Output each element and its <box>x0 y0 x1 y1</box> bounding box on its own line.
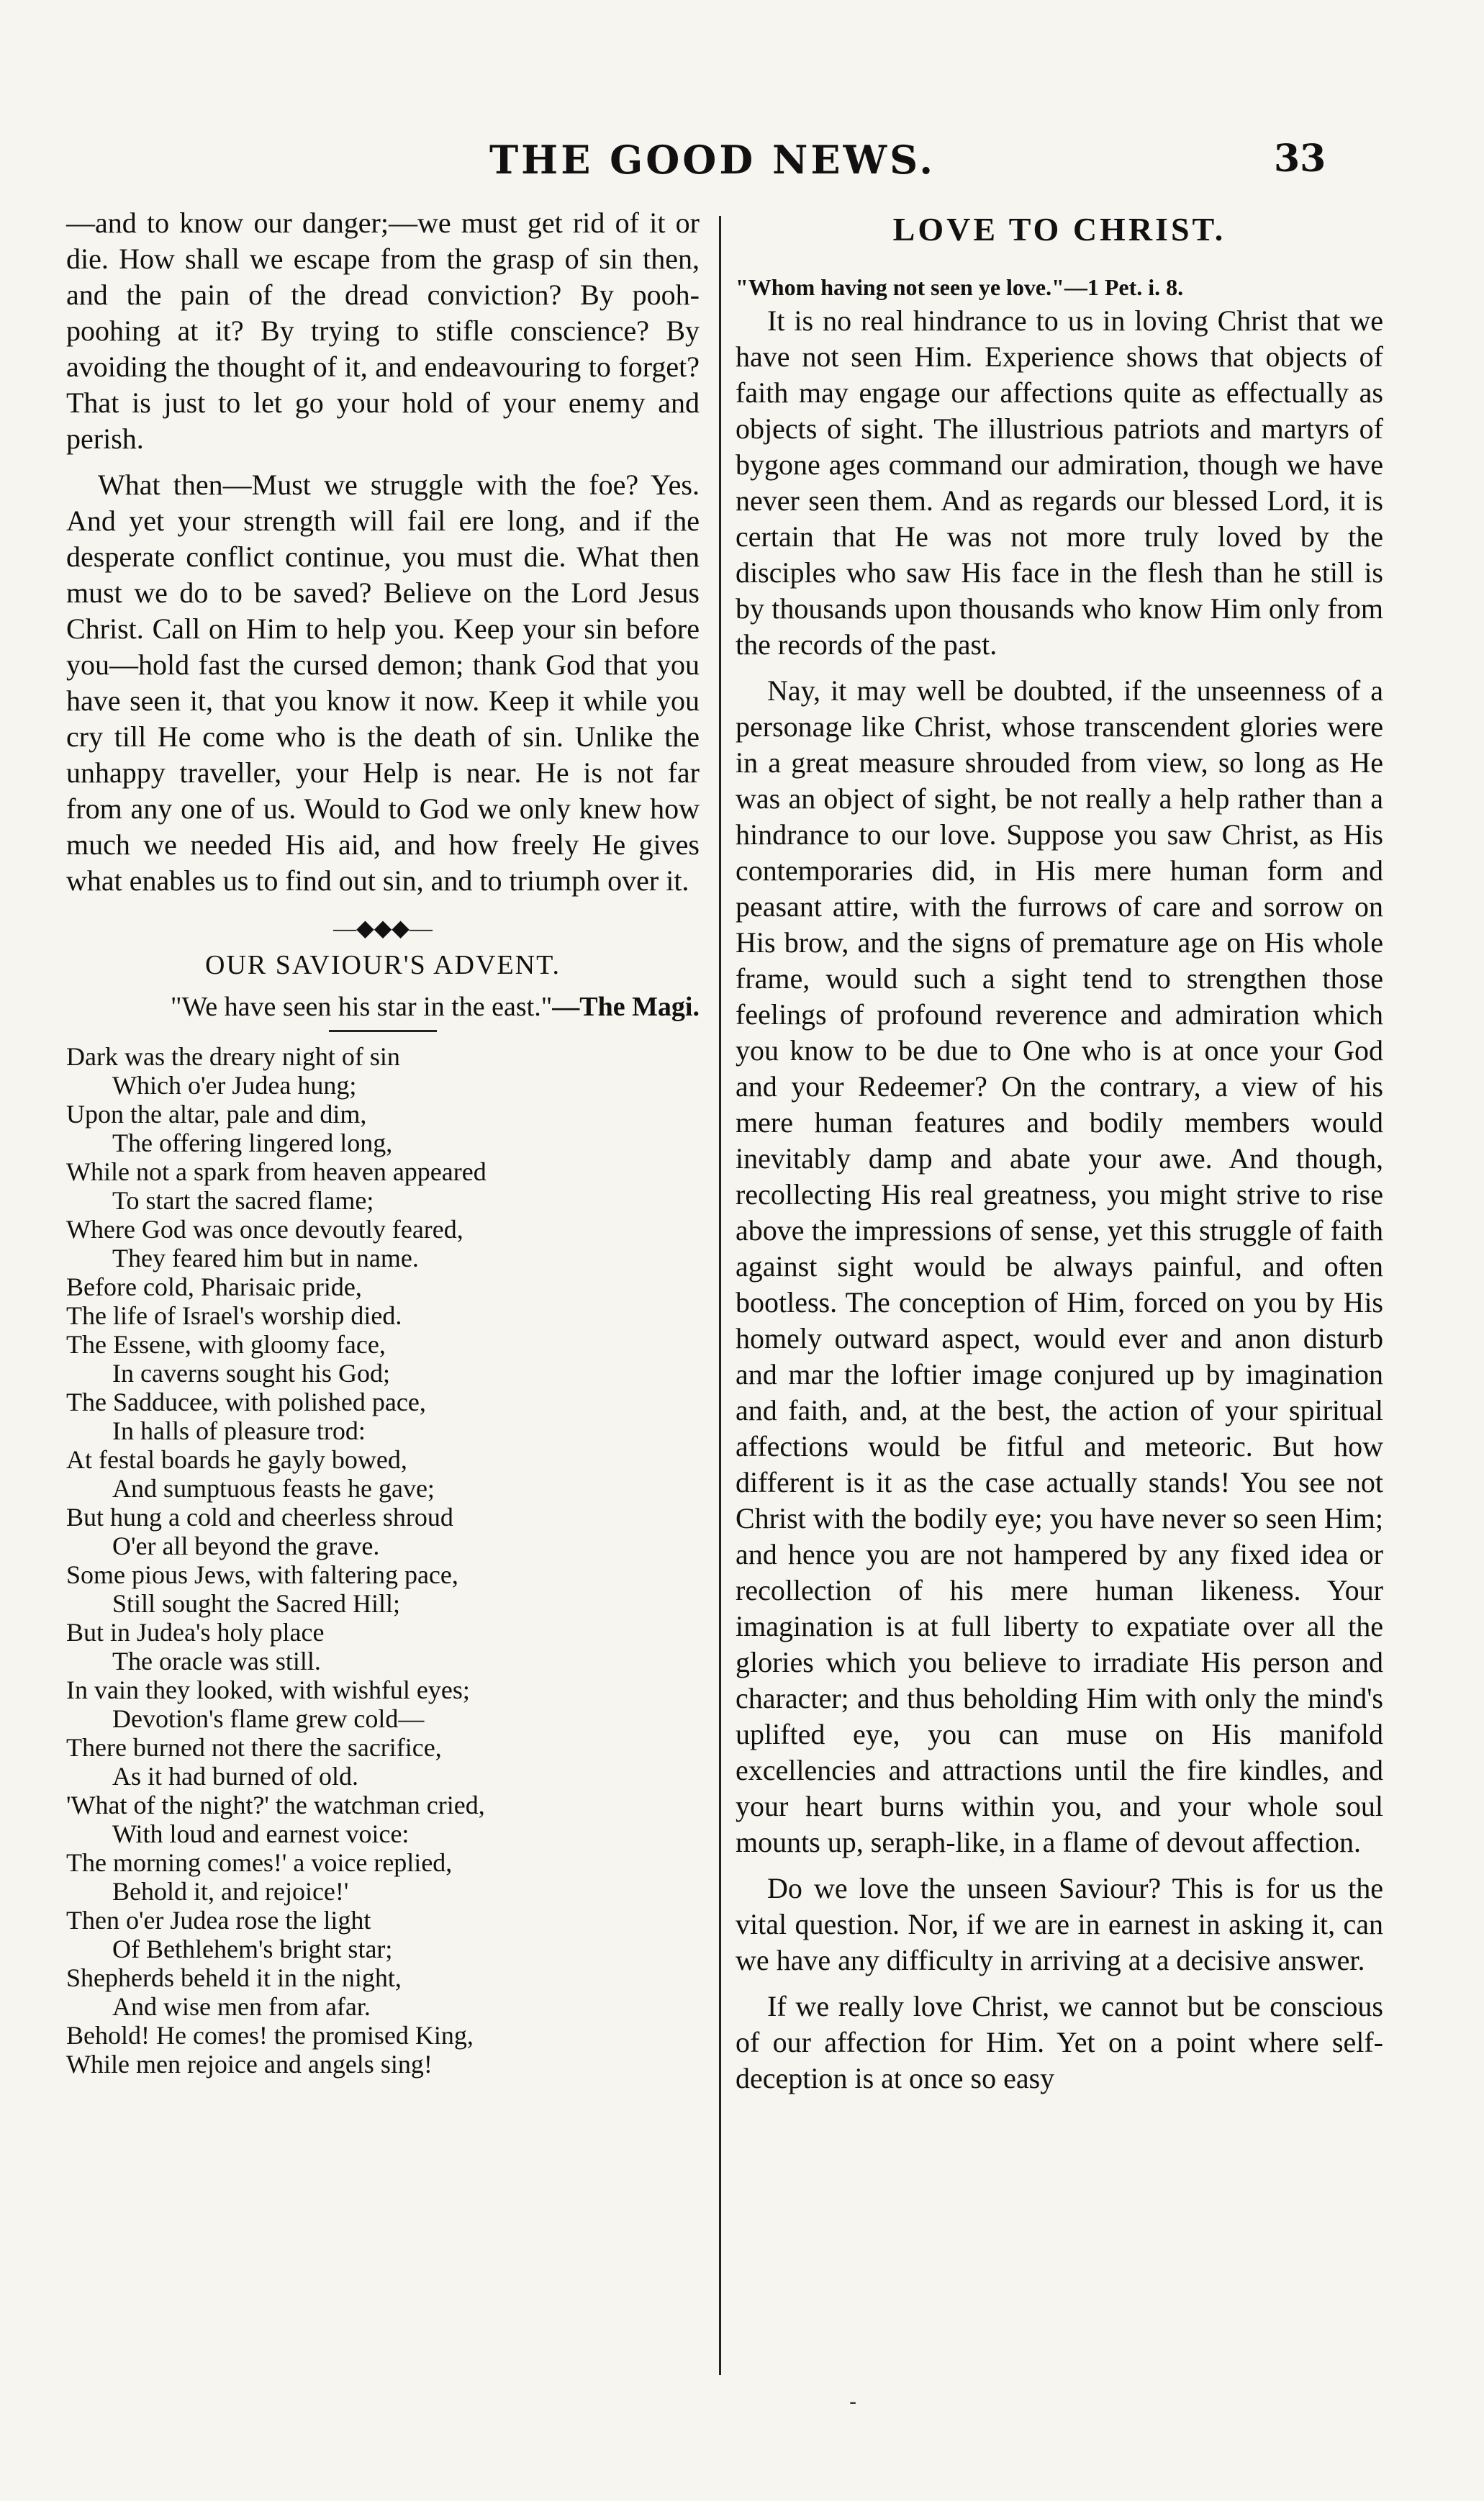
poem-line: The Essene, with gloomy face, <box>66 1330 386 1359</box>
poem-epigraph-text: "We have seen his star in the east." <box>170 992 553 1022</box>
page-number: 33 <box>1274 137 1326 181</box>
poem-line: 'What of the night?' the watchman cried, <box>66 1791 485 1819</box>
poem-line: The offering lingered long, <box>112 1129 393 1157</box>
poem-line: Where God was once devoutly feared, <box>66 1215 463 1244</box>
left-paragraph-2: What then—Must we struggle with the foe? Yes. And yet your strength will fail ere long, and if the desperate conflict continue, you must die. What then must we do to be saved? Believe on the Lord Jesus Christ. Call on Him to help you. Keep your sin before you—hold fast the cursed demon; thank God that you have seen it, that you know it now. Keep it while you cry till He come who is the death of sin. Unlike the unhappy traveller, your Help is near. He is not far from any one of us. Would to God we only knew how much we needed His aid, and how freely He gives what enables us to find out sin, and to triumph over it. <box>66 469 700 897</box>
poem-line: Behold! He comes! the promised King, <box>66 2021 474 2050</box>
footer-mark: - <box>849 2389 857 2415</box>
section-ornament: —◆◆◆— <box>333 915 433 941</box>
page-header <box>0 137 1484 194</box>
poem-line: While not a spark from heaven appeared <box>66 1157 487 1186</box>
poem-epigraph <box>66 990 700 1024</box>
poem-line: In caverns sought his God; <box>112 1359 390 1388</box>
poem-line: They feared him but in name. <box>112 1244 419 1272</box>
poem-line: The life of Israel's worship died. <box>66 1301 402 1330</box>
poem-title: OUR SAVIOUR'S ADVENT. <box>205 950 561 980</box>
poem-line: While men rejoice and angels sing! <box>66 2050 433 2079</box>
poem-line: But in Judea's holy place <box>66 1618 325 1647</box>
poem-line: And wise men from afar. <box>112 1992 371 2021</box>
poem-line: To start the sacred flame; <box>112 1186 374 1215</box>
article-title: LOVE TO CHRIST. <box>892 211 1226 248</box>
poem-line: Still sought the Sacred Hill; <box>112 1589 400 1618</box>
publication-title: THE GOOD NEWS. <box>489 137 936 183</box>
poem-line: With loud and earnest voice: <box>112 1819 410 1848</box>
poem-line: The Sadducee, with polished pace, <box>66 1388 426 1416</box>
poem-line: And sumptuous feasts he gave; <box>112 1474 435 1503</box>
poem-line: As it had burned of old. <box>112 1762 358 1791</box>
poem-line: Behold it, and rejoice!' <box>112 1877 349 1906</box>
poem-line: Shepherds beheld it in the night, <box>66 1963 402 1992</box>
poem-line: But hung a cold and cheerless shroud <box>66 1503 453 1532</box>
poem-line: Of Bethlehem's bright star; <box>112 1935 393 1963</box>
right-paragraph-2: Nay, it may well be doubted, if the unseenness of a personage like Christ, whose transcendent glories were in a great measure shrouded from view, so long as He was an object of sight, be not really a help rather than a hindrance to our love. Suppose you saw Christ, as His contemporaries did, in His mere human form and peasant attire, with the furrows of care and sorrow on His brow, and the signs of premature age on His whole frame, would such a sight tend to strengthen those feelings of profound reverence and admiration which you know to be due to One who is at once your God and your Redeemer? On the contrary, a view of his mere human features and bodily members would inevitably damp and abate your awe. And though, recollecting His real greatness, you might strive to rise above the impressions of sense, yet this struggle of faith against sight would be always painful, and often bootless. The conception of Him, forced on you by His homely outward aspect, would ever and anon disturb and mar the loftier image conjured up by imagination and faith, and, at the best, the action of your spiritual affections would be fitful and meteoric. But how different is it as the case actually stands! You see not Christ with the bodily eye; you have never so seen Him; and hence you are not hampered by any fixed idea or recollection of his mere human likeness. Your imagination is at full liberty to expatiate over all the glories which you believe to irradiate His person and character; and thus beholding Him with only the mind's uplifted eye, you can muse on His manifold excellencies and attractions until the fire kindles, and your heart burns within you, and your whole soul mounts up, seraph-like, in a flame of devout affection. <box>736 674 1383 1858</box>
poem-line: Before cold, Pharisaic pride, <box>66 1272 362 1301</box>
article-epigraph: "Whom having not seen ye love."—1 Pet. i. 8. <box>736 274 1184 300</box>
right-paragraph-1: It is no real hindrance to us in loving Christ that we have not seen Him. Experience shows that objects of faith may engage our affections quite as effectually as objects of sight. The illustrious patriots and martyrs of bygone ages command our admiration, though we have never seen them. And as regards our blessed Lord, it is certain that He was not more truly loved by the disciples who saw His face in the flesh than he still is by thousands upon thousands who know Him only from the records of the past. <box>736 304 1383 661</box>
poem-line: At festal boards he gayly bowed, <box>66 1445 407 1474</box>
right-paragraph-4: If we really love Christ, we cannot but be conscious of our affection for Him. Yet on a point where self-deception is at once so easy <box>736 1990 1383 2094</box>
poem-line: In halls of pleasure trod: <box>112 1416 366 1445</box>
left-column <box>66 205 700 2079</box>
poem-line: Some pious Jews, with faltering pace, <box>66 1560 458 1589</box>
poem-line: Then o'er Judea rose the light <box>66 1906 371 1935</box>
poem-line: O'er all beyond the grave. <box>112 1532 380 1560</box>
poem-line: The oracle was still. <box>112 1647 321 1675</box>
left-paragraph-1: —and to know our danger;—we must get rid of it or die. How shall we escape from the grasp of sin then, and the pain of the dread conviction? By pooh-poohing at it? By trying to stifle conscience? By avoiding the thought of it, and endeavouring to forget? That is just to let go your hold of your enemy and perish. <box>66 207 700 455</box>
poem-line: Upon the altar, pale and dim, <box>66 1100 367 1129</box>
poem-line: The morning comes!' a voice replied, <box>66 1848 453 1877</box>
poem-line: There burned not there the sacrifice, <box>66 1733 442 1762</box>
right-column <box>736 205 1383 2097</box>
column-divider <box>719 216 721 2375</box>
right-paragraph-3: Do we love the unseen Saviour? This is for us the vital question. Nor, if we are in earnest in asking it, can we have any difficulty in arriving at a decisive answer. <box>736 1872 1383 1976</box>
poem-line: In vain they looked, with wishful eyes; <box>66 1675 470 1704</box>
poem-line: Devotion's flame grew cold— <box>112 1704 425 1733</box>
poem-rule <box>329 1030 437 1032</box>
poem-lines <box>66 1042 700 2079</box>
poem-epigraph-source: —The Magi. <box>552 992 700 1022</box>
poem-line: Which o'er Judea hung; <box>112 1071 357 1100</box>
poem-line: Dark was the dreary night of sin <box>66 1042 400 1071</box>
